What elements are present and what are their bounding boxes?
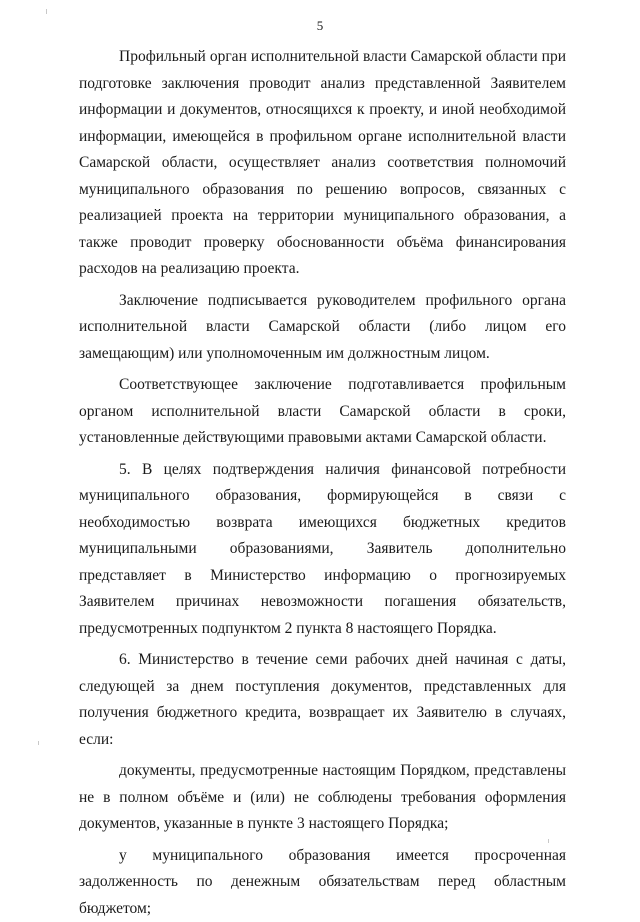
- scan-mark-top-left: [46, 9, 47, 14]
- paragraph-conclusion-signing: Заключение подписывается руководителем профильного органа исполнительной власти Самарской области (либо лицом его замещающим) или уполномоченным им должностным лицом.: [79, 288, 566, 368]
- paragraph-profile-authority-analysis: Профильный орган исполнительной власти Самарской области при подготовке заключения проводит анализ представленной Заявителем информации и документов, относящихся к проекту, и иной необходимой информации, имеющейся в профильном органе исполнительной власти Самарской области, осуществляет анализ соответствия полномочий муниципального образования по решению вопросов, связанных с реализацией проекта на территории муниципального образования, а также проводит проверку обоснованности объёма финансирования расходов на реализацию проекта.: [79, 44, 566, 283]
- paragraph-item-6: 6. Министерство в течение семи рабочих дней начиная с даты, следующей за днем поступления документов, представленных для получения бюджетного кредита, возвращает их Заявителю в случаях, если:: [79, 647, 566, 753]
- scan-mark-left: [38, 741, 39, 745]
- paragraph-return-condition-debt: у муниципального образования имеется просроченная задолженность по денежным обязательствам перед областным бюджетом;: [79, 843, 566, 922]
- paragraph-return-condition-documents: документы, предусмотренные настоящим Порядком, представлены не в полном объёме и (или) не соблюдены требования оформления документов, указанные в пункте 3 настоящего Порядка;: [79, 758, 566, 838]
- paragraph-item-5: 5. В целях подтверждения наличия финансовой потребности муниципального образования, формирующейся в связи с необходимостью возврата имеющихся бюджетных кредитов муниципальными образованиями, Заявитель дополнительно представляет в Министерство информацию о прогнозируемых Заявителем причинах невозможности погашения обязательств, предусмотренных подпунктом 2 пункта 8 настоящего Порядка.: [79, 457, 566, 643]
- paragraph-conclusion-deadlines: Соответствующее заключение подготавливается профильным органом исполнительной власти Самарской области в сроки, установленные действующими правовыми актами Самарской области.: [79, 372, 566, 452]
- page-number: 5: [0, 18, 640, 34]
- document-body: [79, 44, 566, 922]
